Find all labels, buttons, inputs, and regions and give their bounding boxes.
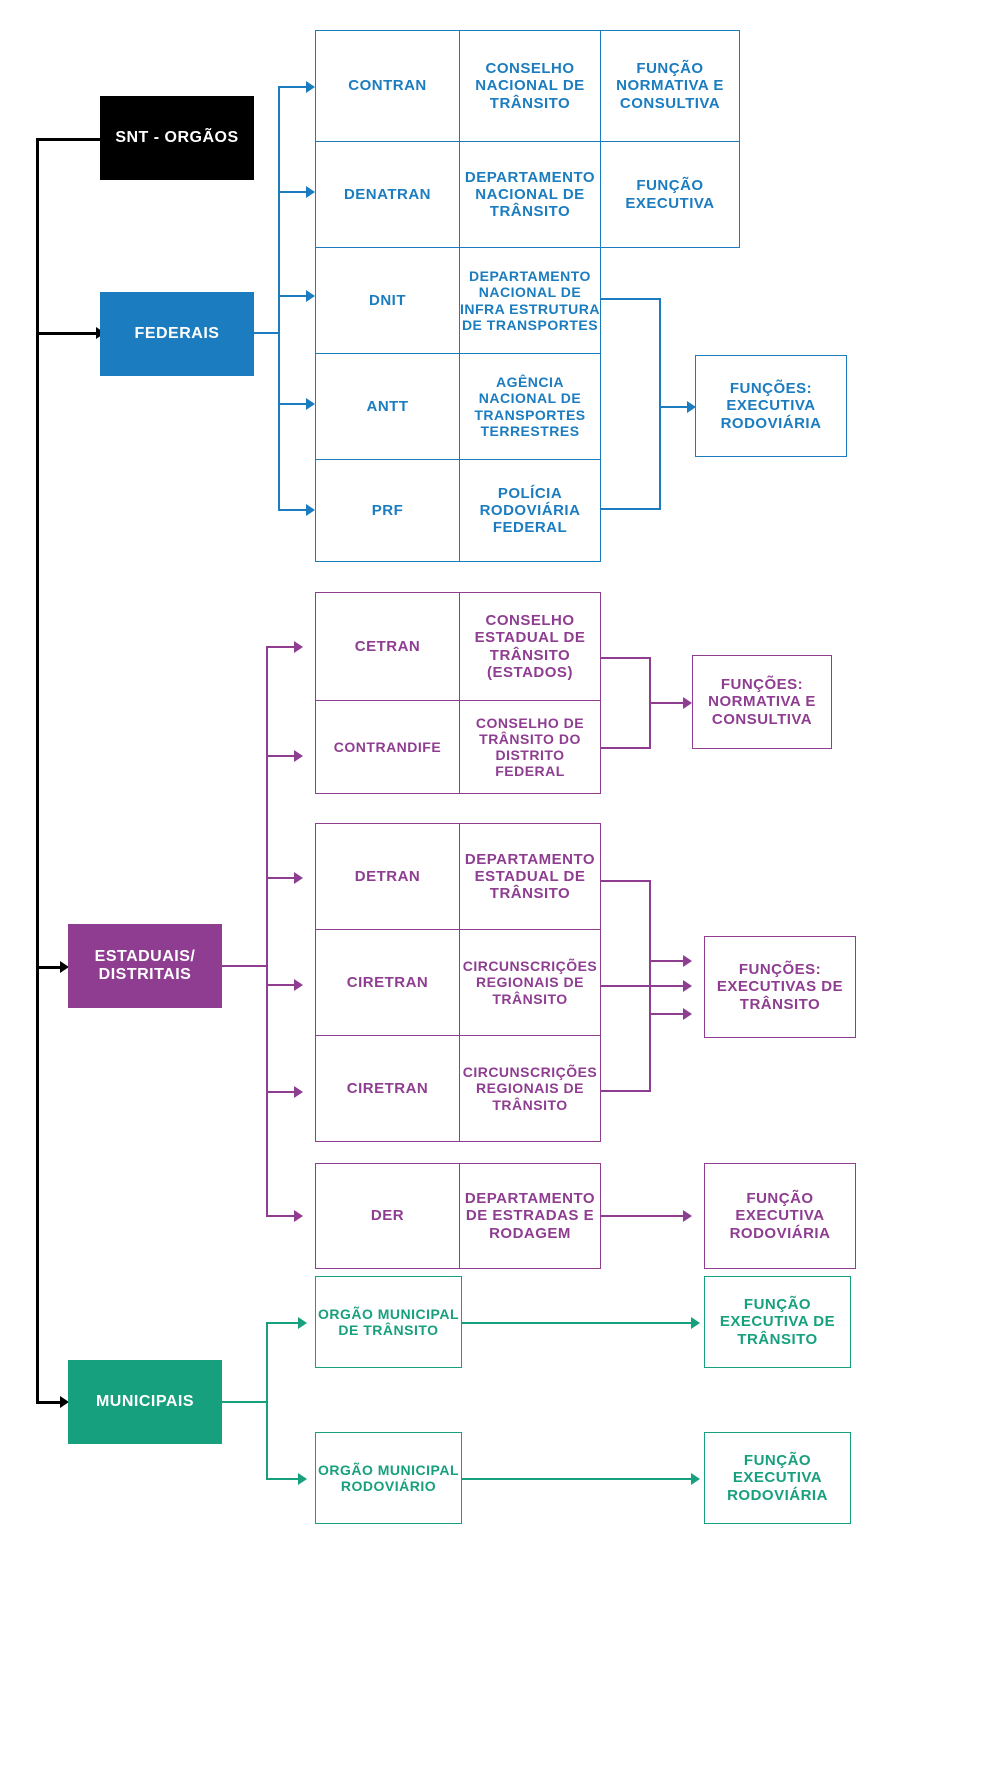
connector-estaduais-branch-der [266, 1215, 296, 1217]
arrow-group2-shared-function-2 [683, 980, 692, 992]
contrandife-acronym-label: CONTRANDIFE [333, 738, 442, 755]
arrow-municipais-rodoviario [298, 1473, 307, 1485]
node-federais-label: FEDERAIS [134, 324, 220, 342]
arrow-municipal-rodoviario-function [691, 1473, 700, 1485]
connector-group2-bracket-lower [649, 986, 651, 1092]
node-ciretran-2-acronym [315, 1035, 460, 1142]
node-der-name: DEPARTAMENTO DE ESTRADAS E RODAGEM [459, 1163, 601, 1269]
connector-der-to-func [601, 1215, 685, 1217]
node-dnit-name: DEPARTAMENTO NACIONAL DE INFRA ESTRUTURA DE TRANSPORTES [459, 247, 601, 354]
node-ciretran-2-name: CIRCUNSCRIÇÕES REGIONAIS DE TRÂNSITO [459, 1035, 601, 1142]
node-detran-acronym [315, 823, 460, 930]
connector-contrandife-to-func [601, 747, 651, 749]
node-der-acronym [315, 1163, 460, 1269]
connector-federais-branch-2 [278, 191, 308, 193]
arrow-federais-prf [306, 504, 315, 516]
connector-estaduais-stub [222, 965, 268, 967]
arrow-municipal-transito-function [691, 1317, 700, 1329]
connector-estaduais-branch-contrandife [266, 755, 296, 757]
connector-root-to-municipais [36, 1401, 62, 1404]
node-cetran-acronym [315, 592, 460, 701]
der-acronym-label: DER [370, 1207, 405, 1225]
connector-federais-branch-4 [278, 403, 308, 405]
arrow-estaduais-contrandife [294, 750, 303, 762]
connector-municipais-spine [266, 1322, 268, 1480]
ciretran-2-acronym-label: CIRETRAN [346, 1079, 429, 1097]
node-municipal-transito-function: FUNÇÃO EXECUTIVA DE TRÂNSITO [704, 1276, 851, 1368]
antt-acronym-label: ANTT [366, 397, 409, 415]
contran-acronym-label: CONTRAN [348, 77, 427, 95]
arrow-federais-denatran [306, 186, 315, 198]
node-snt-orgaos-label: SNT - ORGÃOS [115, 128, 239, 146]
connector-municipais-stub [222, 1401, 268, 1403]
connector-root-to-estaduais [36, 966, 62, 969]
node-municipal-rodoviario-function: FUNÇÃO EXECUTIVA RODOVIÁRIA [704, 1432, 851, 1524]
connector-group2-func-stub-1 [649, 960, 685, 962]
arrow-group2-shared-function-1 [683, 955, 692, 967]
arrow-estaduais-ciretran-2 [294, 1086, 303, 1098]
node-federal-shared-function: FUNÇÕES: EXECUTIVA RODOVIÁRIA [695, 355, 847, 457]
connector-municipais-branch-2 [266, 1478, 300, 1480]
connector-group2-func-stub-2 [649, 1013, 685, 1015]
dnit-acronym-label: DNIT [369, 291, 406, 309]
arrow-estaduais-der [294, 1210, 303, 1222]
node-contrandife-name: CONSELHO DE TRÂNSITO DO DISTRITO FEDERAL [459, 700, 601, 794]
node-group2-shared-function: FUNÇÕES: EXECUTIVAS DE TRÂNSITO [704, 936, 856, 1038]
arrow-der-function [683, 1210, 692, 1222]
arrow-group1-shared-function [683, 697, 692, 709]
connector-prf-to-func [601, 508, 661, 510]
arrow-estaduais-cetran [294, 641, 303, 653]
node-denatran-name: DEPARTAMENTO NACIONAL DE TRÂNSITO [459, 141, 601, 248]
node-contran-acronym [315, 30, 460, 142]
arrow-estaduais-ciretran-1 [294, 979, 303, 991]
node-orgao-municipal-rodoviario: ORGÃO MUNICIPAL RODOVIÁRIO [315, 1432, 462, 1524]
connector-municipais-branch-1 [266, 1322, 300, 1324]
ciretran-1-acronym-label: CIRETRAN [346, 973, 429, 991]
connector-group1-func-stub [649, 702, 685, 704]
estaduais-label-line1: ESTADUAIS/ [94, 947, 196, 965]
cetran-acronym-label: CETRAN [354, 637, 421, 655]
connector-federal-func-bracket [659, 298, 661, 510]
node-contran-function: FUNÇÃO NORMATIVA E CONSULTIVA [600, 30, 740, 142]
connector-root-spine [36, 138, 39, 1403]
denatran-acronym-label: DENATRAN [343, 185, 432, 203]
node-snt-orgaos [100, 96, 254, 180]
connector-ciretran1-to-func [601, 985, 685, 987]
arrow-group2-shared-function-3 [683, 1008, 692, 1020]
connector-estaduais-spine [266, 646, 268, 1216]
node-prf-acronym [315, 459, 460, 562]
node-detran-name: DEPARTAMENTO ESTADUAL DE TRÂNSITO [459, 823, 601, 930]
node-estaduais-distritais [68, 924, 222, 1008]
node-contrandife-acronym [315, 700, 460, 794]
connector-federal-func-stub [659, 406, 689, 408]
arrow-federais-antt [306, 398, 315, 410]
connector-federais-branch-5 [278, 509, 308, 511]
connector-municipal-rodoviario-to-func [461, 1478, 693, 1480]
arrow-federais-contran [306, 81, 315, 93]
estaduais-label-line2: DISTRITAIS [98, 966, 192, 983]
connector-root-to-federais [36, 332, 98, 335]
arrow-estaduais-detran [294, 872, 303, 884]
node-ciretran-1-acronym [315, 929, 460, 1036]
connector-federais-stub [254, 332, 280, 334]
arrow-municipais-transito [298, 1317, 307, 1329]
node-dnit-acronym [315, 247, 460, 354]
node-contran-name: CONSELHO NACIONAL DE TRÂNSITO [459, 30, 601, 142]
node-der-function: FUNÇÃO EXECUTIVA RODOVIÁRIA [704, 1163, 856, 1269]
connector-federais-branch-1 [278, 86, 308, 88]
node-ciretran-1-name: CIRCUNSCRIÇÕES REGIONAIS DE TRÂNSITO [459, 929, 601, 1036]
municipais-label: MUNICIPAIS [95, 1392, 195, 1410]
node-municipais [68, 1360, 222, 1444]
connector-estaduais-branch-detran [266, 877, 296, 879]
node-antt-name: AGÊNCIA NACIONAL DE TRANSPORTES TERRESTRES [459, 353, 601, 460]
connector-estaduais-branch-ciretran-1 [266, 984, 296, 986]
connector-estaduais-branch-cetran [266, 646, 296, 648]
connector-estaduais-branch-ciretran-2 [266, 1091, 296, 1093]
arrow-federais-dnit [306, 290, 315, 302]
node-group1-shared-function: FUNÇÕES: NORMATIVA E CONSULTIVA [692, 655, 832, 749]
connector-detran-to-func [601, 880, 651, 882]
node-denatran-function: FUNÇÃO EXECUTIVA [600, 141, 740, 248]
prf-acronym-label: PRF [371, 501, 404, 519]
node-cetran-name: CONSELHO ESTADUAL DE TRÂNSITO (ESTADOS) [459, 592, 601, 701]
connector-group2-bracket-upper [649, 880, 651, 986]
node-denatran-acronym [315, 141, 460, 248]
detran-acronym-label: DETRAN [354, 867, 421, 885]
connector-ciretran2-to-func [601, 1090, 651, 1092]
node-prf-name: POLÍCIA RODOVIÁRIA FEDERAL [459, 459, 601, 562]
connector-cetran-to-func [601, 657, 651, 659]
node-orgao-municipal-transito: ORGÃO MUNICIPAL DE TRÂNSITO [315, 1276, 462, 1368]
connector-federais-spine [278, 86, 280, 510]
connector-municipal-transito-to-func [461, 1322, 693, 1324]
node-federais [100, 292, 254, 376]
node-antt-acronym [315, 353, 460, 460]
connector-dnit-to-func [601, 298, 661, 300]
connector-federais-branch-3 [278, 295, 308, 297]
